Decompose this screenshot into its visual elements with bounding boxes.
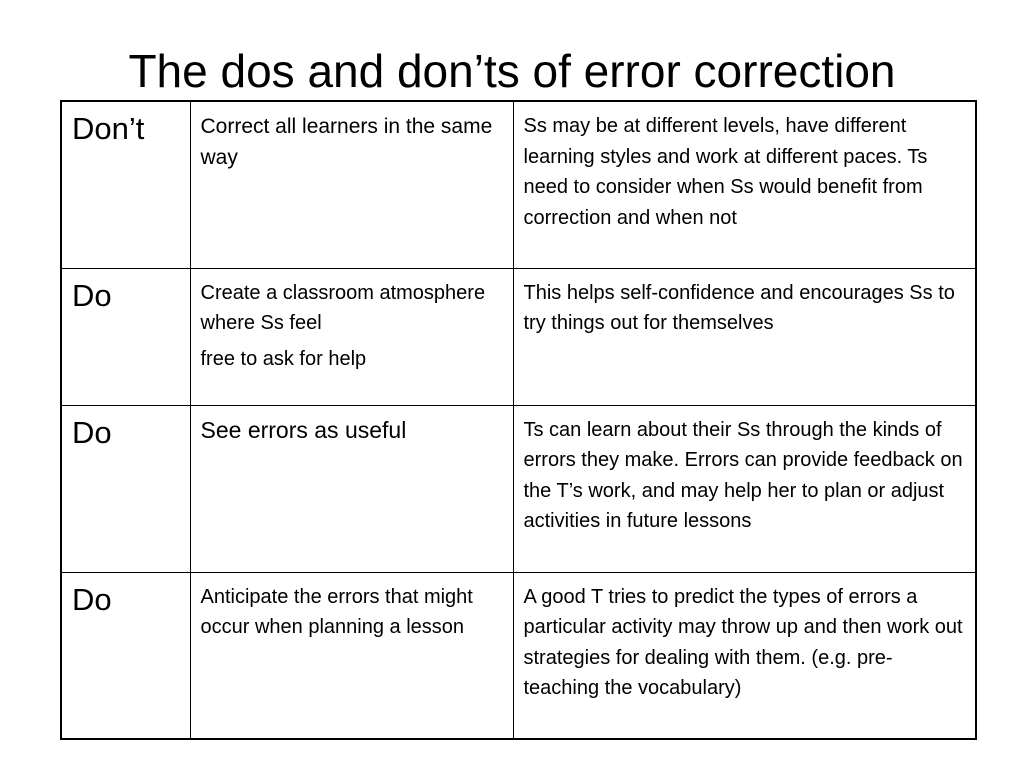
row-action: Anticipate the errors that might occur when planning a lesson — [190, 572, 513, 739]
row-label: Do — [61, 572, 190, 739]
table-row — [61, 572, 976, 739]
table-row — [61, 405, 976, 572]
row-reason: This helps self-confidence and encourages Ss to try things out for themselves — [513, 268, 976, 405]
row-action-line: free to ask for help — [200, 347, 367, 370]
row-reason: A good T tries to predict the types of errors a particular activity may throw up and then work out strategies for dealing with them. (e.g. pre-teaching the vocabulary) — [513, 572, 976, 739]
row-reason: Ss may be at different levels, have different learning styles and work at different paces. Ts need to consider when Ss would benefit from correction and when not — [513, 101, 976, 268]
row-action: See errors as useful — [190, 405, 513, 572]
dos-donts-table — [60, 100, 977, 740]
row-label: Do — [61, 268, 190, 405]
row-reason: Ts can learn about their Ss through the kinds of errors they make. Errors can provide feedback on the T’s work, and may help her to plan or adjust activities in future lessons — [513, 405, 976, 572]
table-row — [61, 268, 976, 405]
row-action-line: Create a classroom atmosphere where Ss feel — [200, 281, 486, 334]
table-row — [61, 101, 976, 268]
slide-title: The dos and don’ts of error correction — [128, 45, 896, 97]
row-label: Don’t — [61, 101, 190, 268]
row-action — [190, 268, 513, 405]
row-action: Correct all learners in the same way — [190, 101, 513, 268]
row-label: Do — [61, 405, 190, 572]
